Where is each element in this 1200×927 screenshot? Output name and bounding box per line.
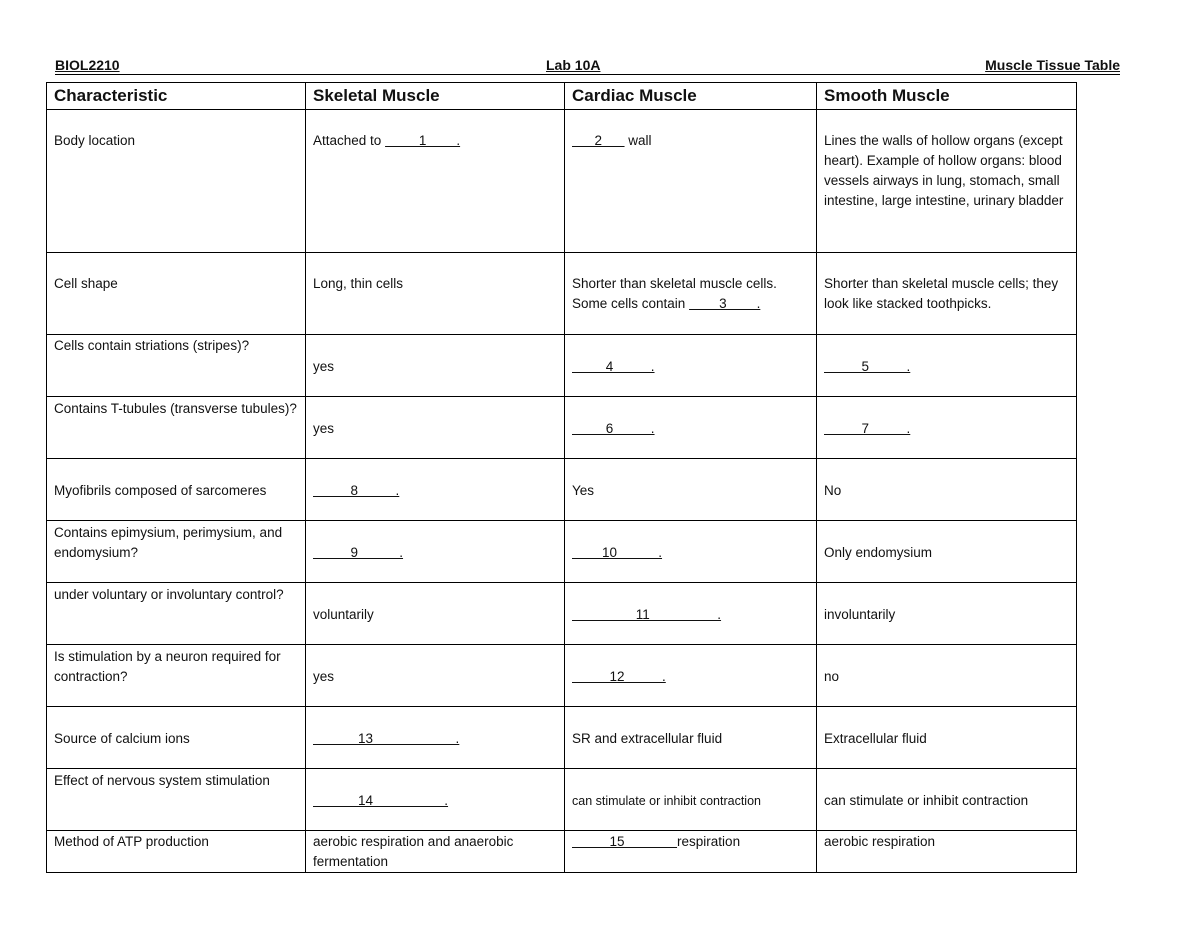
blank-5[interactable]: 5 . [824, 359, 911, 374]
cell-characteristic: Contains T-tubules (transverse tubules)? [47, 397, 306, 459]
cell-smooth: aerobic respiration [817, 831, 1077, 873]
blank-8[interactable]: 8 . [313, 483, 400, 498]
document-header [55, 57, 1120, 75]
table-row [47, 521, 1077, 583]
cell-cardiac [565, 521, 817, 583]
cell-characteristic: under voluntary or involuntary control? [47, 583, 306, 645]
cell-characteristic: Method of ATP production [47, 831, 306, 873]
cell-smooth [817, 397, 1077, 459]
cell-smooth: involuntarily [817, 583, 1077, 645]
cell-smooth: Extracellular fluid [817, 707, 1077, 769]
cell-characteristic: Cell shape [47, 253, 306, 335]
table-row [47, 831, 1077, 873]
cell-characteristic: Body location [47, 110, 306, 253]
table-title: Muscle Tissue Table [985, 57, 1120, 73]
cell-skeletal [306, 707, 565, 769]
cell-skeletal [306, 769, 565, 831]
blank-14[interactable]: 14 . [313, 793, 449, 808]
cell-characteristic: Myofibrils composed of sarcomeres [47, 459, 306, 521]
blank-11[interactable]: 11 . [572, 607, 722, 622]
cell-characteristic: Contains epimysium, perimysium, and endomysium? [47, 521, 306, 583]
muscle-tissue-table [46, 82, 1077, 873]
table-row [47, 397, 1077, 459]
table-row [47, 769, 1077, 831]
blank-9[interactable]: 9 . [313, 545, 404, 560]
blank-15[interactable]: 15 [572, 834, 678, 849]
col-header-cardiac: Cardiac Muscle [565, 83, 817, 110]
cell-cardiac: Yes [565, 459, 817, 521]
table-row [47, 645, 1077, 707]
header-row [47, 83, 1077, 110]
blank-10[interactable]: 10 . [572, 545, 663, 560]
cell-cardiac [565, 335, 817, 397]
cell-skeletal: aerobic respiration and anaerobic fermentation [306, 831, 565, 873]
cell-cardiac: SR and extracellular fluid [565, 707, 817, 769]
blank-2[interactable]: 2 [572, 133, 625, 148]
cell-characteristic: Is stimulation by a neuron required for contraction? [47, 645, 306, 707]
cell-skeletal: yes [306, 335, 565, 397]
cell-cardiac: Shorter than skeletal muscle cells. Some cells contain 3 . [565, 253, 817, 335]
blank-13[interactable]: 13 . [313, 731, 460, 746]
cell-smooth: no [817, 645, 1077, 707]
cell-cardiac: 2 wall [565, 110, 817, 253]
table-row [47, 583, 1077, 645]
lab-title: Lab 10A [546, 57, 601, 73]
blank-6[interactable]: 6 . [572, 421, 655, 436]
col-header-smooth: Smooth Muscle [817, 83, 1077, 110]
cell-cardiac [565, 397, 817, 459]
cell-skeletal: yes [306, 645, 565, 707]
col-header-skeletal: Skeletal Muscle [306, 83, 565, 110]
blank-7[interactable]: 7 . [824, 421, 911, 436]
cell-smooth: can stimulate or inhibit contraction [817, 769, 1077, 831]
cell-smooth: No [817, 459, 1077, 521]
cell-skeletal: voluntarily [306, 583, 565, 645]
cell-skeletal: Attached to 1 . [306, 110, 565, 253]
blank-4[interactable]: 4 . [572, 359, 655, 374]
cell-smooth: Lines the walls of hollow organs (except heart). Example of hollow organs: blood vessels airways in lung, stomach, small intestine, large intestine, urinary bladder [817, 110, 1077, 253]
cell-cardiac [565, 583, 817, 645]
table-row [47, 707, 1077, 769]
cell-skeletal: Long, thin cells [306, 253, 565, 335]
cell-cardiac [565, 645, 817, 707]
cell-smooth [817, 335, 1077, 397]
cell-cardiac: can stimulate or inhibit contraction [565, 769, 817, 831]
blank-3[interactable]: 3 . [689, 296, 761, 311]
cell-characteristic: Cells contain striations (stripes)? [47, 335, 306, 397]
blank-1[interactable]: 1 . [385, 133, 461, 148]
cell-skeletal [306, 459, 565, 521]
cell-characteristic: Source of calcium ions [47, 707, 306, 769]
cell-skeletal: yes [306, 397, 565, 459]
table-row [47, 335, 1077, 397]
course-code: BIOL2210 [55, 57, 120, 73]
table-row [47, 459, 1077, 521]
cell-skeletal [306, 521, 565, 583]
blank-12[interactable]: 12 . [572, 669, 666, 684]
cell-cardiac: 15 respiration [565, 831, 817, 873]
cell-smooth: Only endomysium [817, 521, 1077, 583]
cell-smooth: Shorter than skeletal muscle cells; they look like stacked toothpicks. [817, 253, 1077, 335]
table-row [47, 253, 1077, 335]
col-header-characteristic: Characteristic [47, 83, 306, 110]
cell-characteristic: Effect of nervous system stimulation [47, 769, 306, 831]
table-row [47, 110, 1077, 253]
